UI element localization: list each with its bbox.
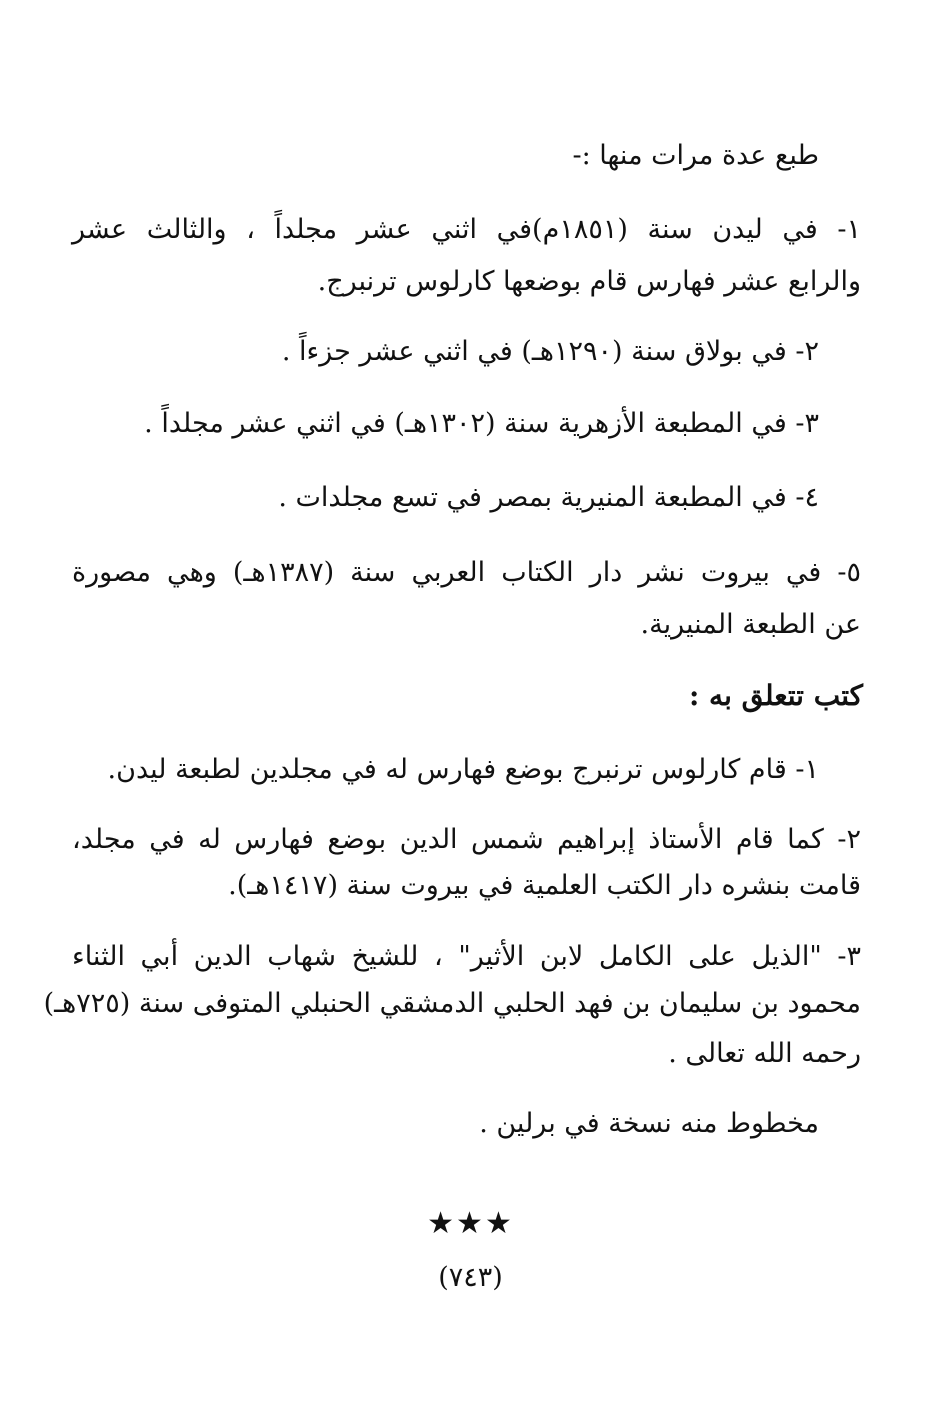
- related-book-2-line-2: قامت بنشره دار الكتب العلمية في بيروت سنة (١٤١٧هـ).: [228, 870, 861, 901]
- edition-4-line: ٤- في المطبعة المنيرية بمصر في تسع مجلدات .: [278, 482, 819, 513]
- edition-1-line-2: والرابع عشر فهارس قام بوضعها كارلوس ترنبرج.: [317, 266, 861, 297]
- edition-1-line-1: ١- في ليدن سنة (١٨٥١م)في اثني عشر مجلداً ، والثالث عشر: [72, 214, 861, 245]
- related-book-2-line-1: ٢- كما قام الأستاذ إبراهيم شمس الدين بوضع فهارس له في مجلد،: [72, 824, 861, 855]
- related-book-3-line-1: ٣- "الذيل على الكامل لابن الأثير" ، للشيخ شهاب الدين أبي الثناء: [72, 941, 861, 972]
- edition-2-line: ٢- في بولاق سنة (١٢٩٠هـ) في اثني عشر جزءاً .: [281, 336, 819, 367]
- section-separator-stars: ★★★: [427, 1206, 514, 1241]
- related-book-1-line: ١- قام كارلوس ترنبرج بوضع فهارس له في مجلدين لطبعة ليدن.: [107, 754, 819, 785]
- section-heading: كتب تتعلق به :: [688, 679, 863, 712]
- edition-5-line-2: عن الطبعة المنيرية.: [640, 609, 861, 640]
- page-number: (٧٤٣): [438, 1262, 503, 1293]
- related-book-3-line-2: محمود بن سليمان بن فهد الحلبي الدمشقي الحنبلي المتوفى سنة (٧٢٥هـ): [43, 988, 861, 1019]
- related-book-3-line-3: رحمه الله تعالى .: [668, 1038, 861, 1069]
- manuscript-note-line: مخطوط منه نسخة في برلين .: [479, 1108, 819, 1139]
- edition-3-line: ٣- في المطبعة الأزهرية سنة (١٣٠٢هـ) في اثني عشر مجلداً .: [144, 408, 819, 439]
- intro-line: طبع عدة مرات منها :-: [572, 140, 819, 171]
- edition-5-line-1: ٥- في بيروت نشر دار الكتاب العربي سنة (١٣٨٧هـ) وهي مصورة: [72, 557, 861, 588]
